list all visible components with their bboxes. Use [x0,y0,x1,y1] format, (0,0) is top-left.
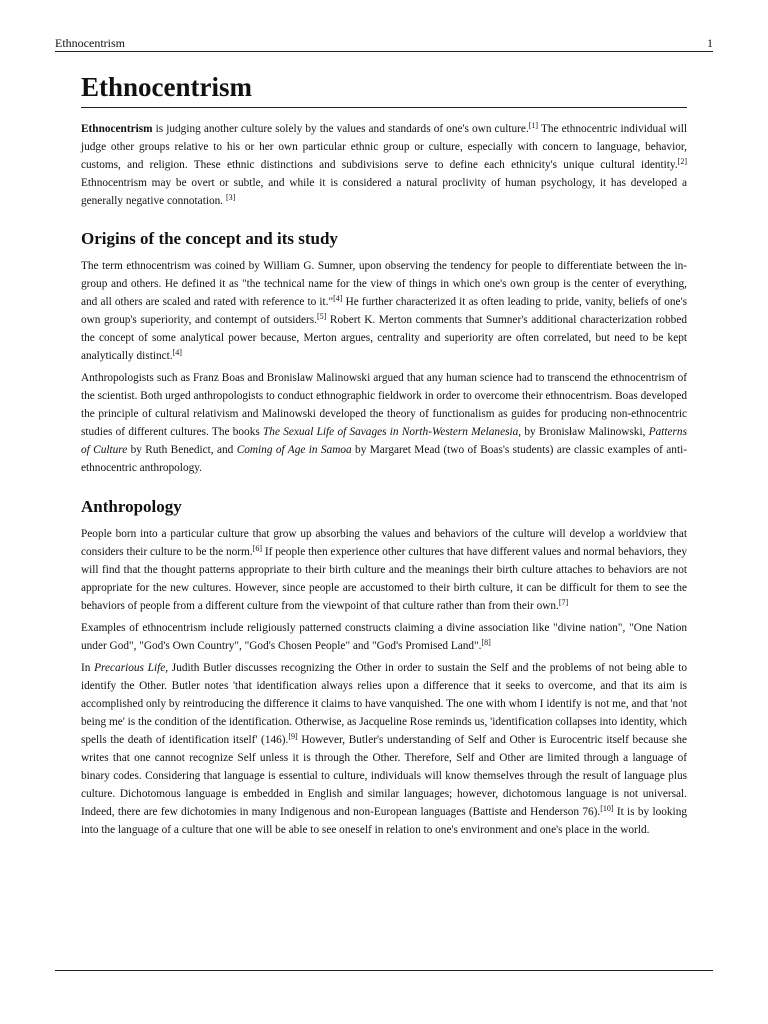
lead-paragraph [81,120,687,210]
anthropology-paragraph-3 [81,659,687,839]
paragraph-text: Robert K. Merton comments that Sumner's additional characterization robbed the concept of some analytical power because, Merton argues, centrality and superiority are often correlated, but need to be kept analytically distinct. [81,314,687,362]
paragraph-text: , by Bronisław Malinowski, [518,426,649,438]
citation-6[interactable]: [6] [252,544,262,553]
citation-5[interactable]: [5] [317,312,327,321]
paragraph-text: If people then experience other cultures that have different values and normal behaviors, they will find that the thought patterns appropriate to their birth culture and the meanings their birth culture attaches to behaviors are not appropriate for the new cultures. However, since people are accustomed to their birth culture, it can be difficult for them to see the behaviors of people from a different culture from the viewpoint of that culture rather than from their own. [81,546,687,612]
running-header-title: Ethnocentrism [55,36,125,50]
book-title: Patterns of Culture [81,426,687,456]
section-heading-anthropology: Anthropology [81,497,182,516]
lead-term: Ethnocentrism [81,123,153,135]
citation-1[interactable]: [1] [528,121,539,130]
paragraph-text: He further characterized it as often leading to pride, vanity, beliefs of one's own group's superiority, and contempt of outsiders. [81,296,687,326]
paragraph-text: However, Butler's understanding of Self and Other is Eurocentric itself because she writes that one cannot recognize Self unless it is through the Other. Therefore, Self and Other are limited through a language of binary codes. Considering that language is essential to culture, individuals will know themselves through the result of language plus culture. Dichotomous language is embedded in English and similar languages; however, dichotomous language is not universal. Indeed, there are few dichotomies in many Indigenous and non-European languages (Battiste and Henderson 76). [81,734,687,818]
running-header [55,36,713,50]
paragraph-text: It is by looking into the language of a culture that one will be able to see oneself in relation to one's environment and one's place in the world. [81,806,687,836]
origins-paragraph-1 [81,257,687,365]
lead-text: is judging another culture solely by the values and standards of one's own culture. [152,123,529,135]
citation-8[interactable]: [8] [481,638,491,647]
lead-text: Ethnocentrism may be overt or subtle, and while it is considered a natural proclivity of human psychology, it has developed a generally negative connotation. [81,177,687,207]
header-rule [55,51,713,52]
footer-rule [55,970,713,971]
book-title: Precarious Life [94,662,166,674]
citation-10[interactable]: [10] [600,804,614,813]
origins-paragraph-2 [81,369,687,477]
page-number: 1 [707,36,713,50]
paragraph-text: by Margaret Mead (two of Boas's students) are classic examples of anti-ethnocentric anthropology. [81,444,687,474]
paragraph-text: Examples of ethnocentrism include religiously patterned constructs claiming a divine association like "divine nation", "One Nation under God", "God's Own Country", "God's Chosen People" and "God's Promised Land". [81,622,687,652]
paragraph-text: In [81,662,95,674]
paragraph-text: , Judith Butler discusses recognizing the Other in order to sustain the Self and the problems of not being able to identify the Other. Butler notes 'that identification always relies upon a difference that it seeks to overcome, and that its aim is accomplished only by reintroducing the difference it claims to have vanquished. The one with whom I identify is not me, and that 'not being me' is the condition of the identification. Otherwise, as Jacqueline Rose reminds us, 'identification collapses into identity, which spells the death of identification itself' (146). [81,662,687,746]
citation-4[interactable]: [4] [333,294,343,303]
paragraph-text: The term ethnocentrism was coined by William G. Sumner, upon observing the tendency for people to differentiate between the in-group and others. He defined it as "the technical name for the view of things in which one's own group is the center of everything, and all others are scaled and rated with reference to it." [81,260,687,308]
citation-2[interactable]: [2] [677,157,687,166]
paragraph-text: People born into a particular culture that grow up absorbing the values and behaviors of the culture will develop a worldview that considers their culture to be the norm. [81,528,687,558]
citation-4b[interactable]: [4] [172,348,182,357]
section-heading-origins: Origins of the concept and its study [81,229,338,248]
citation-3[interactable]: [3] [225,193,236,202]
citation-7[interactable]: [7] [558,598,569,607]
page-title: Ethnocentrism [81,70,687,108]
paragraph-text: Anthropologists such as Franz Boas and Bronislaw Malinowski argued that any human science had to transcend the ethnocentrism of the scientist. Both urged anthropologists to conduct ethnographic fieldwork in order to overcome their ethnocentrism. Boas developed the principle of cultural relativism and Malinowski developed the theory of functionalism as guides for producing non-ethnocentric studies of different cultures. The books [81,372,687,438]
article-body [81,70,687,839]
book-title: Coming of Age in Samoa [236,444,352,456]
lead-text: The ethnocentric individual will judge other groups relative to his or her own particular ethnic group or culture, especially with concern to language, behavior, customs, and religion. These ethnic distinctions and subdivisions serve to define each ethnicity's unique cultural identity. [81,123,687,171]
book-title: The Sexual Life of Savages in North-Western Melanesia [263,426,519,438]
anthropology-paragraph-2 [81,619,687,655]
anthropology-paragraph-1 [81,525,687,615]
citation-9[interactable]: [9] [288,732,298,741]
paragraph-text: by Ruth Benedict, and [127,444,237,456]
